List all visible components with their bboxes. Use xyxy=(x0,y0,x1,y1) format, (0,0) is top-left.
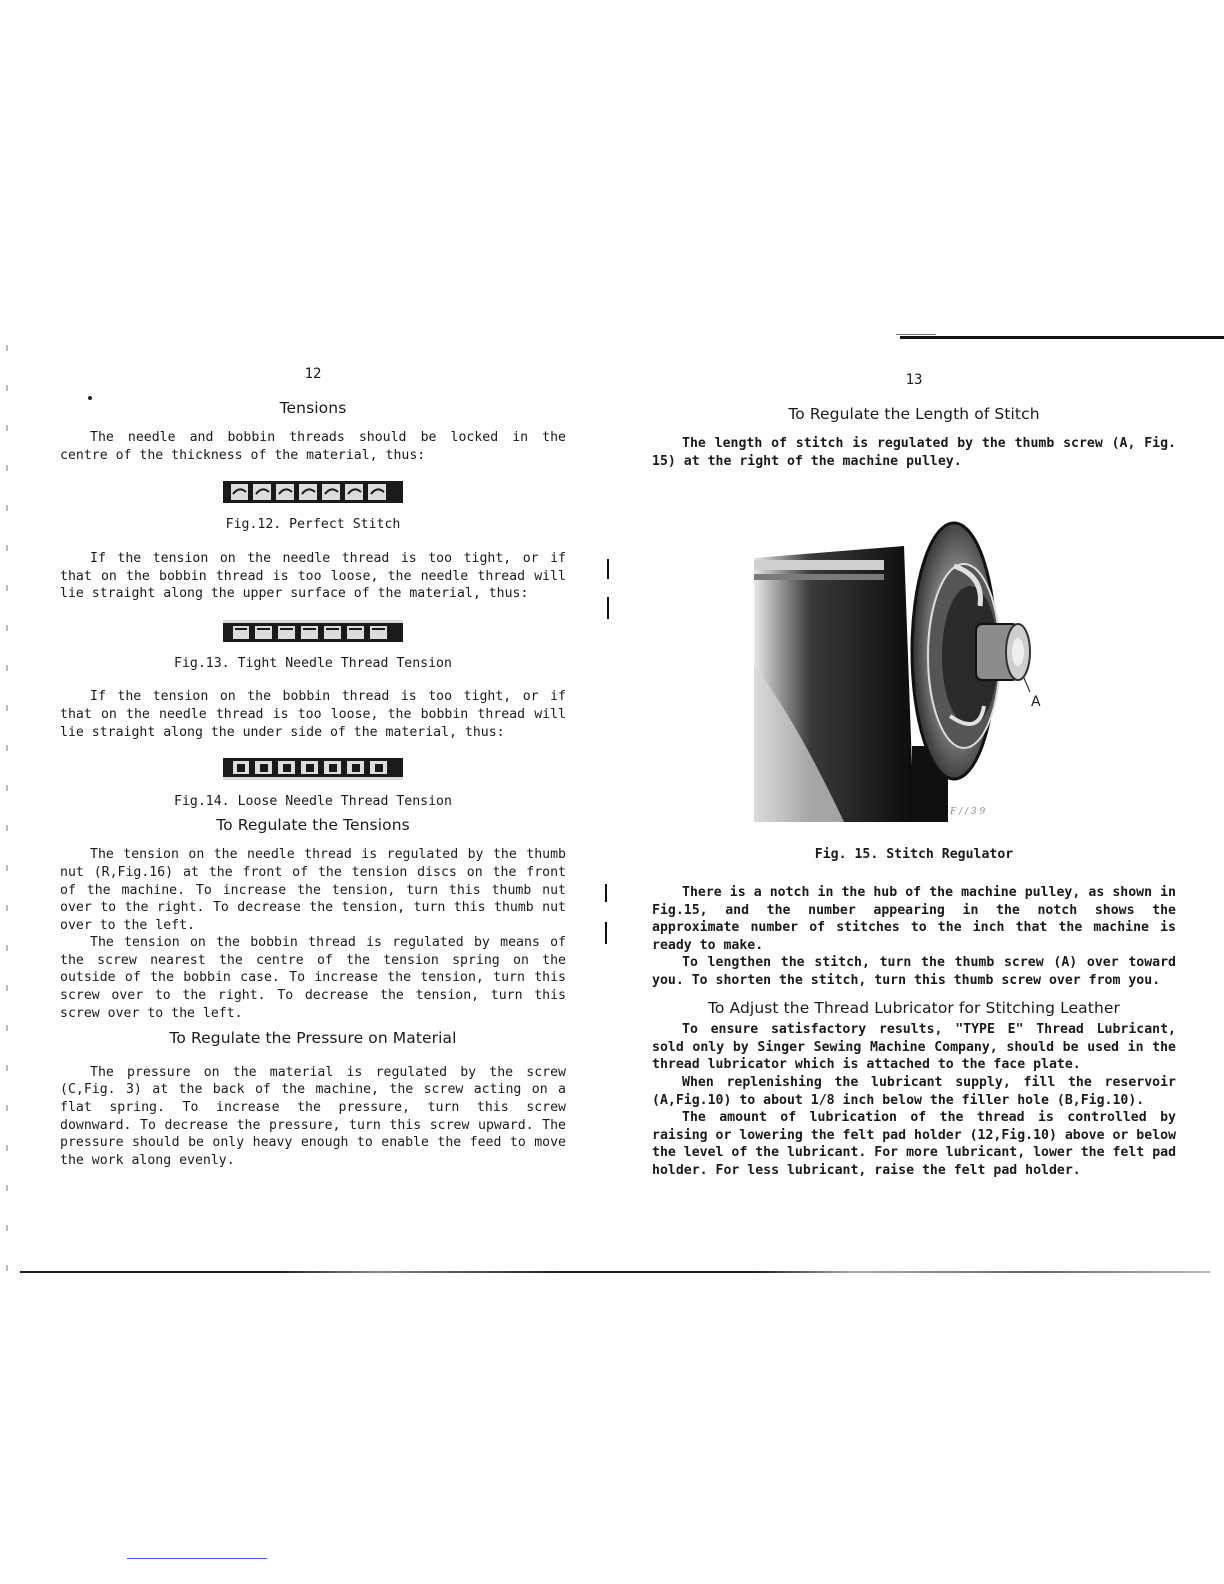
photo-label-a: A xyxy=(1031,694,1041,711)
lubricator-para3: The amount of lubrication of the thread is controlled by raising or lowering the felt pad holder (12,Fig.10) above or below the level of the lubricant. For more lubricant, lower the felt pad holder. For less lubricant, raise the felt pad holder. xyxy=(652,1110,1177,1178)
lubricator-para1: To ensure satisfactory results, "TYPE E" Thread Lubricant, sold only by Singer Sewing Machine Company, should be used in the thread lubricator which is attached to the face plate. xyxy=(652,1022,1176,1073)
fig14-caption: Fig.14. Loose Needle Thread Tension xyxy=(174,794,452,810)
stitch-length-para2: To lengthen the stitch, turn the thumb screw (A) over toward you. To shorten the stitch, turn this thumb screw over from you. xyxy=(652,955,1176,988)
section-heading-regulate-tensions: To Regulate the Tensions xyxy=(216,815,410,834)
fig13-caption: Fig.13. Tight Needle Thread Tension xyxy=(174,655,452,671)
gutter-mark xyxy=(607,597,609,619)
tight-tension-text: If the tension on the needle thread is too tight, or if that on the bobbin thread is too loose, the needle thread will lie straight along the upper surface of the material, thus: xyxy=(60,550,566,602)
scan-top-rule xyxy=(900,336,1224,339)
stitch-length-para1: There is a notch in the hub of the machine pulley, as shown in Fig.15, and the number appearing in the notch shows the approximate number of stitches to the inch that the machine is ready to make. xyxy=(652,884,1176,953)
gutter-mark xyxy=(605,922,607,944)
page-number: 12 xyxy=(304,366,322,382)
section-heading-tensions: Tensions xyxy=(279,398,347,417)
gutter-mark xyxy=(607,559,609,579)
section-heading-lubricator: To Adjust the Thread Lubricator for Stitching Leather xyxy=(708,998,1120,1017)
section-heading-pressure: To Regulate the Pressure on Material xyxy=(169,1029,457,1048)
loose-tension-text: If the tension on the bobbin thread is too tight, or if that on the needle thread is too loose, the bobbin thread will lie straight along the under side of the material, thus: xyxy=(60,689,566,740)
fig12-perfect-stitch-diagram xyxy=(60,478,566,508)
regulate-tensions-para2: The tension on the bobbin thread is regulated by means of the screw nearest the centre of the tension spring on the outside of the bobbin case. To increase the tension, turn this screw over to the right. To decrease the tension, turn this screw over to the left. xyxy=(60,935,566,1021)
fig13-tight-tension-diagram xyxy=(60,617,566,647)
scan-left-edge xyxy=(6,345,8,1275)
fig14-loose-tension-diagram xyxy=(60,755,566,785)
page-number: 13 xyxy=(905,372,923,388)
svg-text:F / / 3 9: F / / 3 9 xyxy=(950,807,986,818)
gutter-mark xyxy=(605,884,607,902)
fig12-caption: Fig.12. Perfect Stitch xyxy=(225,517,401,533)
regulate-tensions-para1: The tension on the needle thread is regulated by the thumb nut (R,Fig.16) at the front of the tension discs on the front of the machine. To increase the tension, turn this thumb nut over to the right. To decrease the tension, turn this thumb nut over to the left. xyxy=(60,847,566,933)
scan-edge-line xyxy=(896,334,936,335)
fig15-caption: Fig. 15. Stitch Regulator xyxy=(814,847,1014,863)
tensions-intro: The needle and bobbin threads should be locked in the centre of the thickness of the material, thus: xyxy=(60,430,566,463)
lubricator-para2: When replenishing the lubricant supply, fill the reservoir (A,Fig.10) to about 1/8 inch below the filler hole (B,Fig.10). xyxy=(652,1074,1176,1108)
fig15-stitch-regulator-photo xyxy=(754,516,1046,822)
blue-underline xyxy=(127,1558,267,1559)
right-page xyxy=(652,372,1176,1179)
scan-bottom-rule xyxy=(20,1271,1210,1273)
left-page xyxy=(60,366,566,1169)
stitch-length-intro: The length of stitch is regulated by the thumb screw (A, Fig. 15) at the right of the machine pulley. xyxy=(652,436,1176,469)
section-heading-stitch-length: To Regulate the Length of Stitch xyxy=(788,404,1040,423)
pressure-para: The pressure on the material is regulated by the screw (C,Fig. 3) at the back of the machine, the screw acting on a flat spring. To increase the pressure, turn this screw downward. To decrease the pressure, turn this screw upward. The pressure should be only heavy enough to enable the feed to move the work along evenly. xyxy=(60,1064,566,1168)
